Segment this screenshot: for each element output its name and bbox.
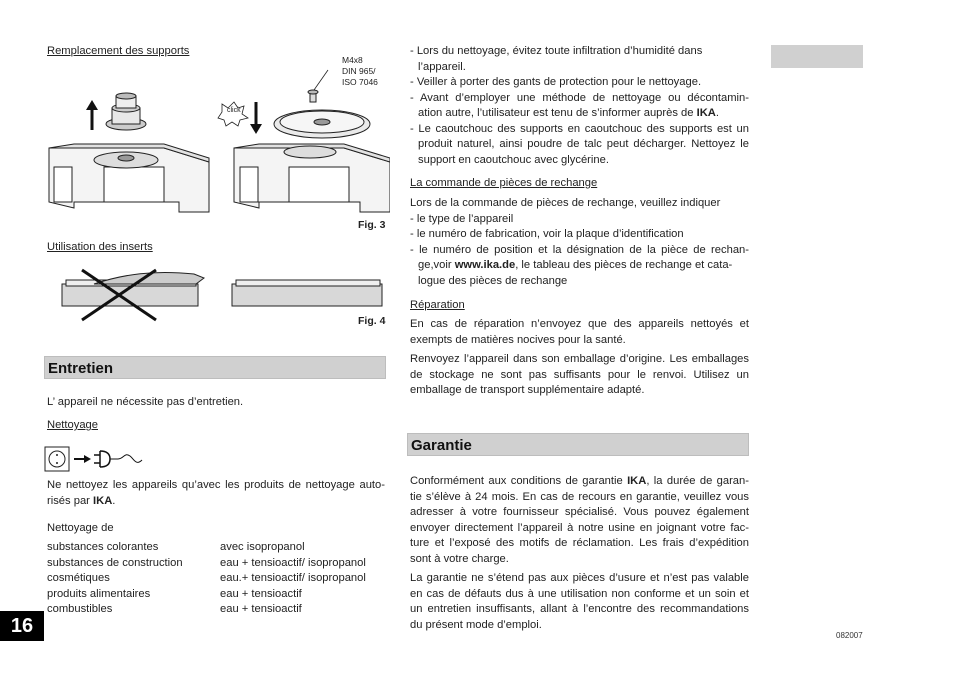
table-row [47, 587, 387, 603]
cleaning-note-line: - Le caoutchouc des supports en caoutchouc des supports est un [410, 122, 749, 135]
cleaning-notes [410, 44, 749, 168]
utilisation-title: Utilisation des inserts [47, 241, 153, 253]
commande-item: - le type de l’appareil [410, 212, 514, 225]
nettoyer-line: risés par IKA. [47, 494, 116, 507]
document-code: 082007 [836, 631, 863, 640]
reparation-line: emballage de transport supplémentaire adapté. [410, 384, 645, 396]
commande-item: ge,voir www.ika.de, le tableau des pièces de rechange et cata- [418, 259, 733, 271]
entretien-text: L’ appareil ne nécessite pas d’entretien. [47, 396, 244, 408]
cleaning-note-line: support en caoutchouc avec glycérine. [418, 153, 609, 166]
table-row [47, 540, 387, 556]
garantie-line: La garantie ne s’étend pas aux pièces d’usure et n’est pas valable [410, 572, 749, 584]
reparation-line: exempts de matières nocives pour la santé. [410, 333, 626, 346]
page-number: 16 [0, 611, 44, 641]
cleaning-table [47, 540, 387, 618]
nettoyage-de-label: Nettoyage de [47, 522, 114, 534]
garantie-line: envoyer directement l’appareil à notre usine en joignant votre fac- [410, 521, 749, 534]
click-label: click [227, 107, 241, 114]
garantie-heading: Garantie [411, 437, 472, 454]
figure-3-caption: Fig. 3 [358, 219, 386, 231]
garantie-line: adresser à votre fournisseur spécialisé. Vous pouvez également [410, 506, 749, 518]
agent-cell: eau + tensioactif [220, 603, 302, 615]
substance-cell: substances de construction [47, 556, 183, 569]
screw-spec-label [342, 55, 378, 88]
garantie-heading-bar [407, 433, 749, 456]
cleaning-note-line: l’appareil. [418, 60, 466, 73]
garantie-section [410, 474, 749, 633]
cleaning-note-line: produit naturel, ainsi poudre de talc peut décharger. Nettoyez le [418, 138, 749, 150]
reparation-line: En cas de réparation n’envoyez que des appareils nettoyés et [410, 318, 749, 330]
commande-intro: Lors de la commande de pièces de rechange, veuillez indiquer [410, 197, 721, 209]
substance-cell: cosmétiques [47, 572, 110, 584]
entretien-heading: Entretien [48, 360, 114, 377]
nettoyer-line: Ne nettoyez les appareils qu’avec les produits de nettoyage auto- [47, 479, 385, 491]
remplacement-title: Remplacement des supports [47, 45, 190, 57]
agent-cell: avec isopropanol [220, 541, 305, 553]
brand-ika: IKA [93, 494, 113, 507]
garantie-line: sont à votre charge. [410, 552, 509, 565]
garantie-line: du présent mode d’emploi. [410, 618, 542, 631]
reparation-line: de stockage ne sont pas suffisants pour le renvoi. Utilisez un [410, 368, 749, 381]
website-link[interactable]: www.ika.de [454, 259, 516, 271]
commande-title: La commande de pièces de rechange [410, 177, 598, 189]
garantie-line: en cas de défauts dus à une utilisation non conforme et un soin et [410, 587, 749, 600]
garantie-line: un entretien insuffisants, allant à l’encontre des recommandations [410, 603, 749, 615]
figure-4-illustration [44, 264, 390, 324]
language-tab [771, 45, 863, 68]
table-row [47, 571, 387, 587]
substance-cell: produits alimentaires [47, 587, 151, 600]
nettoyage-title: Nettoyage [47, 419, 98, 431]
cleaning-note-line: - Veiller à porter des gants de protection pour le nettoyage. [410, 76, 702, 88]
figure-3-illustration [44, 52, 390, 222]
garantie-line: Conformément aux conditions de garantie IKA, la durée de garan- [410, 475, 749, 487]
agent-cell: eau + tensioactif [220, 587, 302, 600]
commande-section [410, 196, 749, 289]
substance-cell: combustibles [47, 603, 113, 615]
table-row [47, 556, 387, 572]
brand-ika: IKA [696, 107, 716, 119]
cleaning-note-line: - Lors du nettoyage, évitez toute infiltration d’humidité dans [410, 45, 703, 57]
reparation-title: Réparation [410, 299, 465, 311]
entretien-heading-bar [44, 356, 386, 379]
reparation-line: Renvoyez l’appareil dans son emballage d’origine. Les emballages [410, 353, 749, 365]
brand-ika: IKA [627, 475, 647, 487]
garantie-line: tie s’élève à 24 mois. En cas de recours en garantie, veuillez vous [410, 490, 749, 503]
agent-cell: eau + tensioactif/ isopropanol [220, 556, 366, 569]
garantie-line: ture et l’exposé des motifs de réclamation. Les frais d’expédition [410, 537, 749, 549]
screw-label-line: ISO 7046 [342, 77, 378, 87]
agent-cell: eau.+ tensioactif/ isopropanol [220, 572, 366, 584]
commande-item: - le numéro de position et la désignation de la pièce de rechan- [410, 243, 749, 256]
commande-item: logue des pièces de rechange [418, 274, 568, 287]
substance-cell: substances colorantes [47, 541, 159, 553]
screw-label-line: M4x8 [342, 55, 363, 65]
figure-4-caption: Fig. 4 [358, 315, 386, 327]
commande-item: - le numéro de fabrication, voir la plaque d’identification [410, 228, 684, 240]
cleaning-note-line: - Avant d’employer une méthode de nettoyage ou décontamin- [410, 91, 749, 104]
unplug-icon [44, 446, 144, 472]
table-row [47, 602, 387, 618]
cleaning-note-line: ation autre, l’utilisateur est tenu de s’informer auprès de IKA. [418, 107, 719, 119]
nettoyer-paragraph [47, 478, 385, 509]
reparation-section [410, 317, 749, 399]
screw-label-line: DIN 965/ [342, 66, 376, 76]
